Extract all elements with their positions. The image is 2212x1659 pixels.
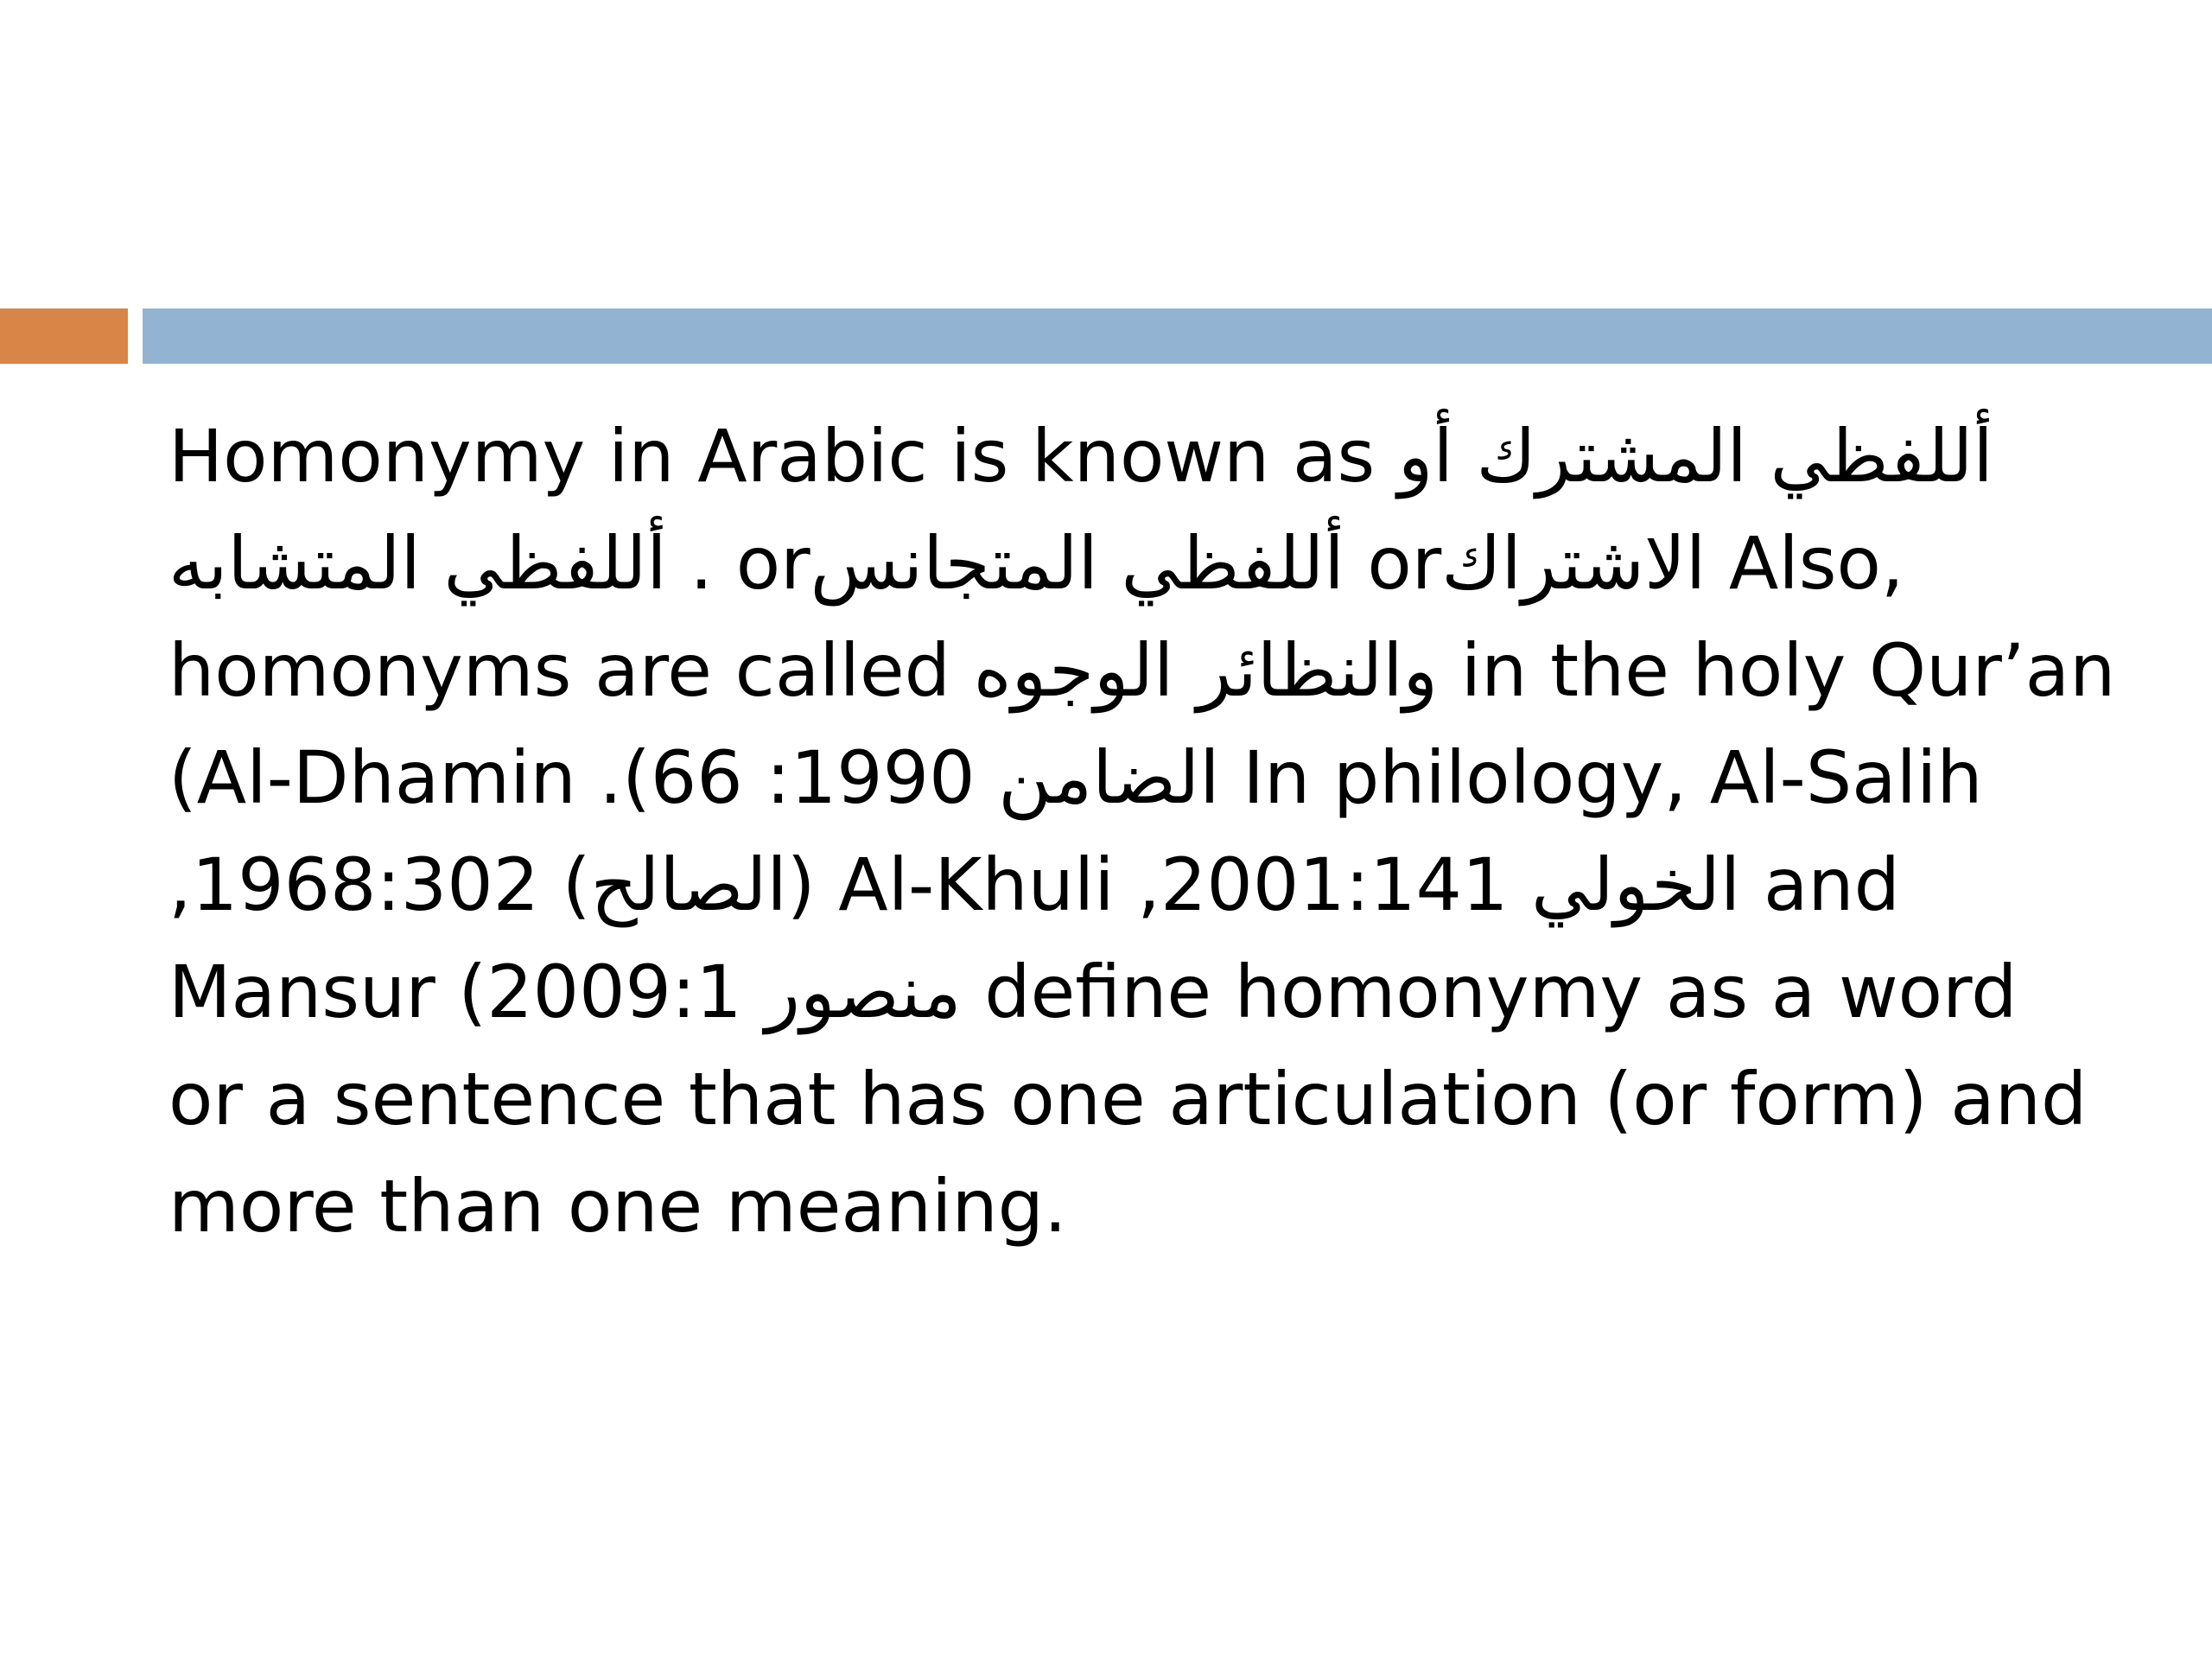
accent-bar <box>0 308 128 364</box>
body-line-6: Mansur (2009:1 منصور define homonymy as a word <box>168 950 2018 1034</box>
title-bar <box>143 308 2212 364</box>
body-line-3: homonyms are called والنظائر الوجوه in the holy Qur’an <box>168 628 2116 713</box>
body-line-5: ,1968:302 (الصالح) Al-Khuli ,2001:141 الخولي and <box>168 842 1900 927</box>
body-text <box>168 403 2116 1260</box>
body-line-7: or a sentence that has one articulation (or form) and <box>168 1057 2088 1141</box>
body-line-8: more than one meaning. <box>168 1164 1067 1249</box>
body-line-2: أللفظي المتشابه . orأللفظي المتجانس orالاشتراك Also, <box>168 521 1904 606</box>
body-line-1: Homonymy in Arabic is known as أللفظي المشترك أو <box>168 414 1993 499</box>
body-line-4: (Al-Dhamin .(66 :1990 الضامن In philology, Al-Salih <box>168 735 1983 820</box>
